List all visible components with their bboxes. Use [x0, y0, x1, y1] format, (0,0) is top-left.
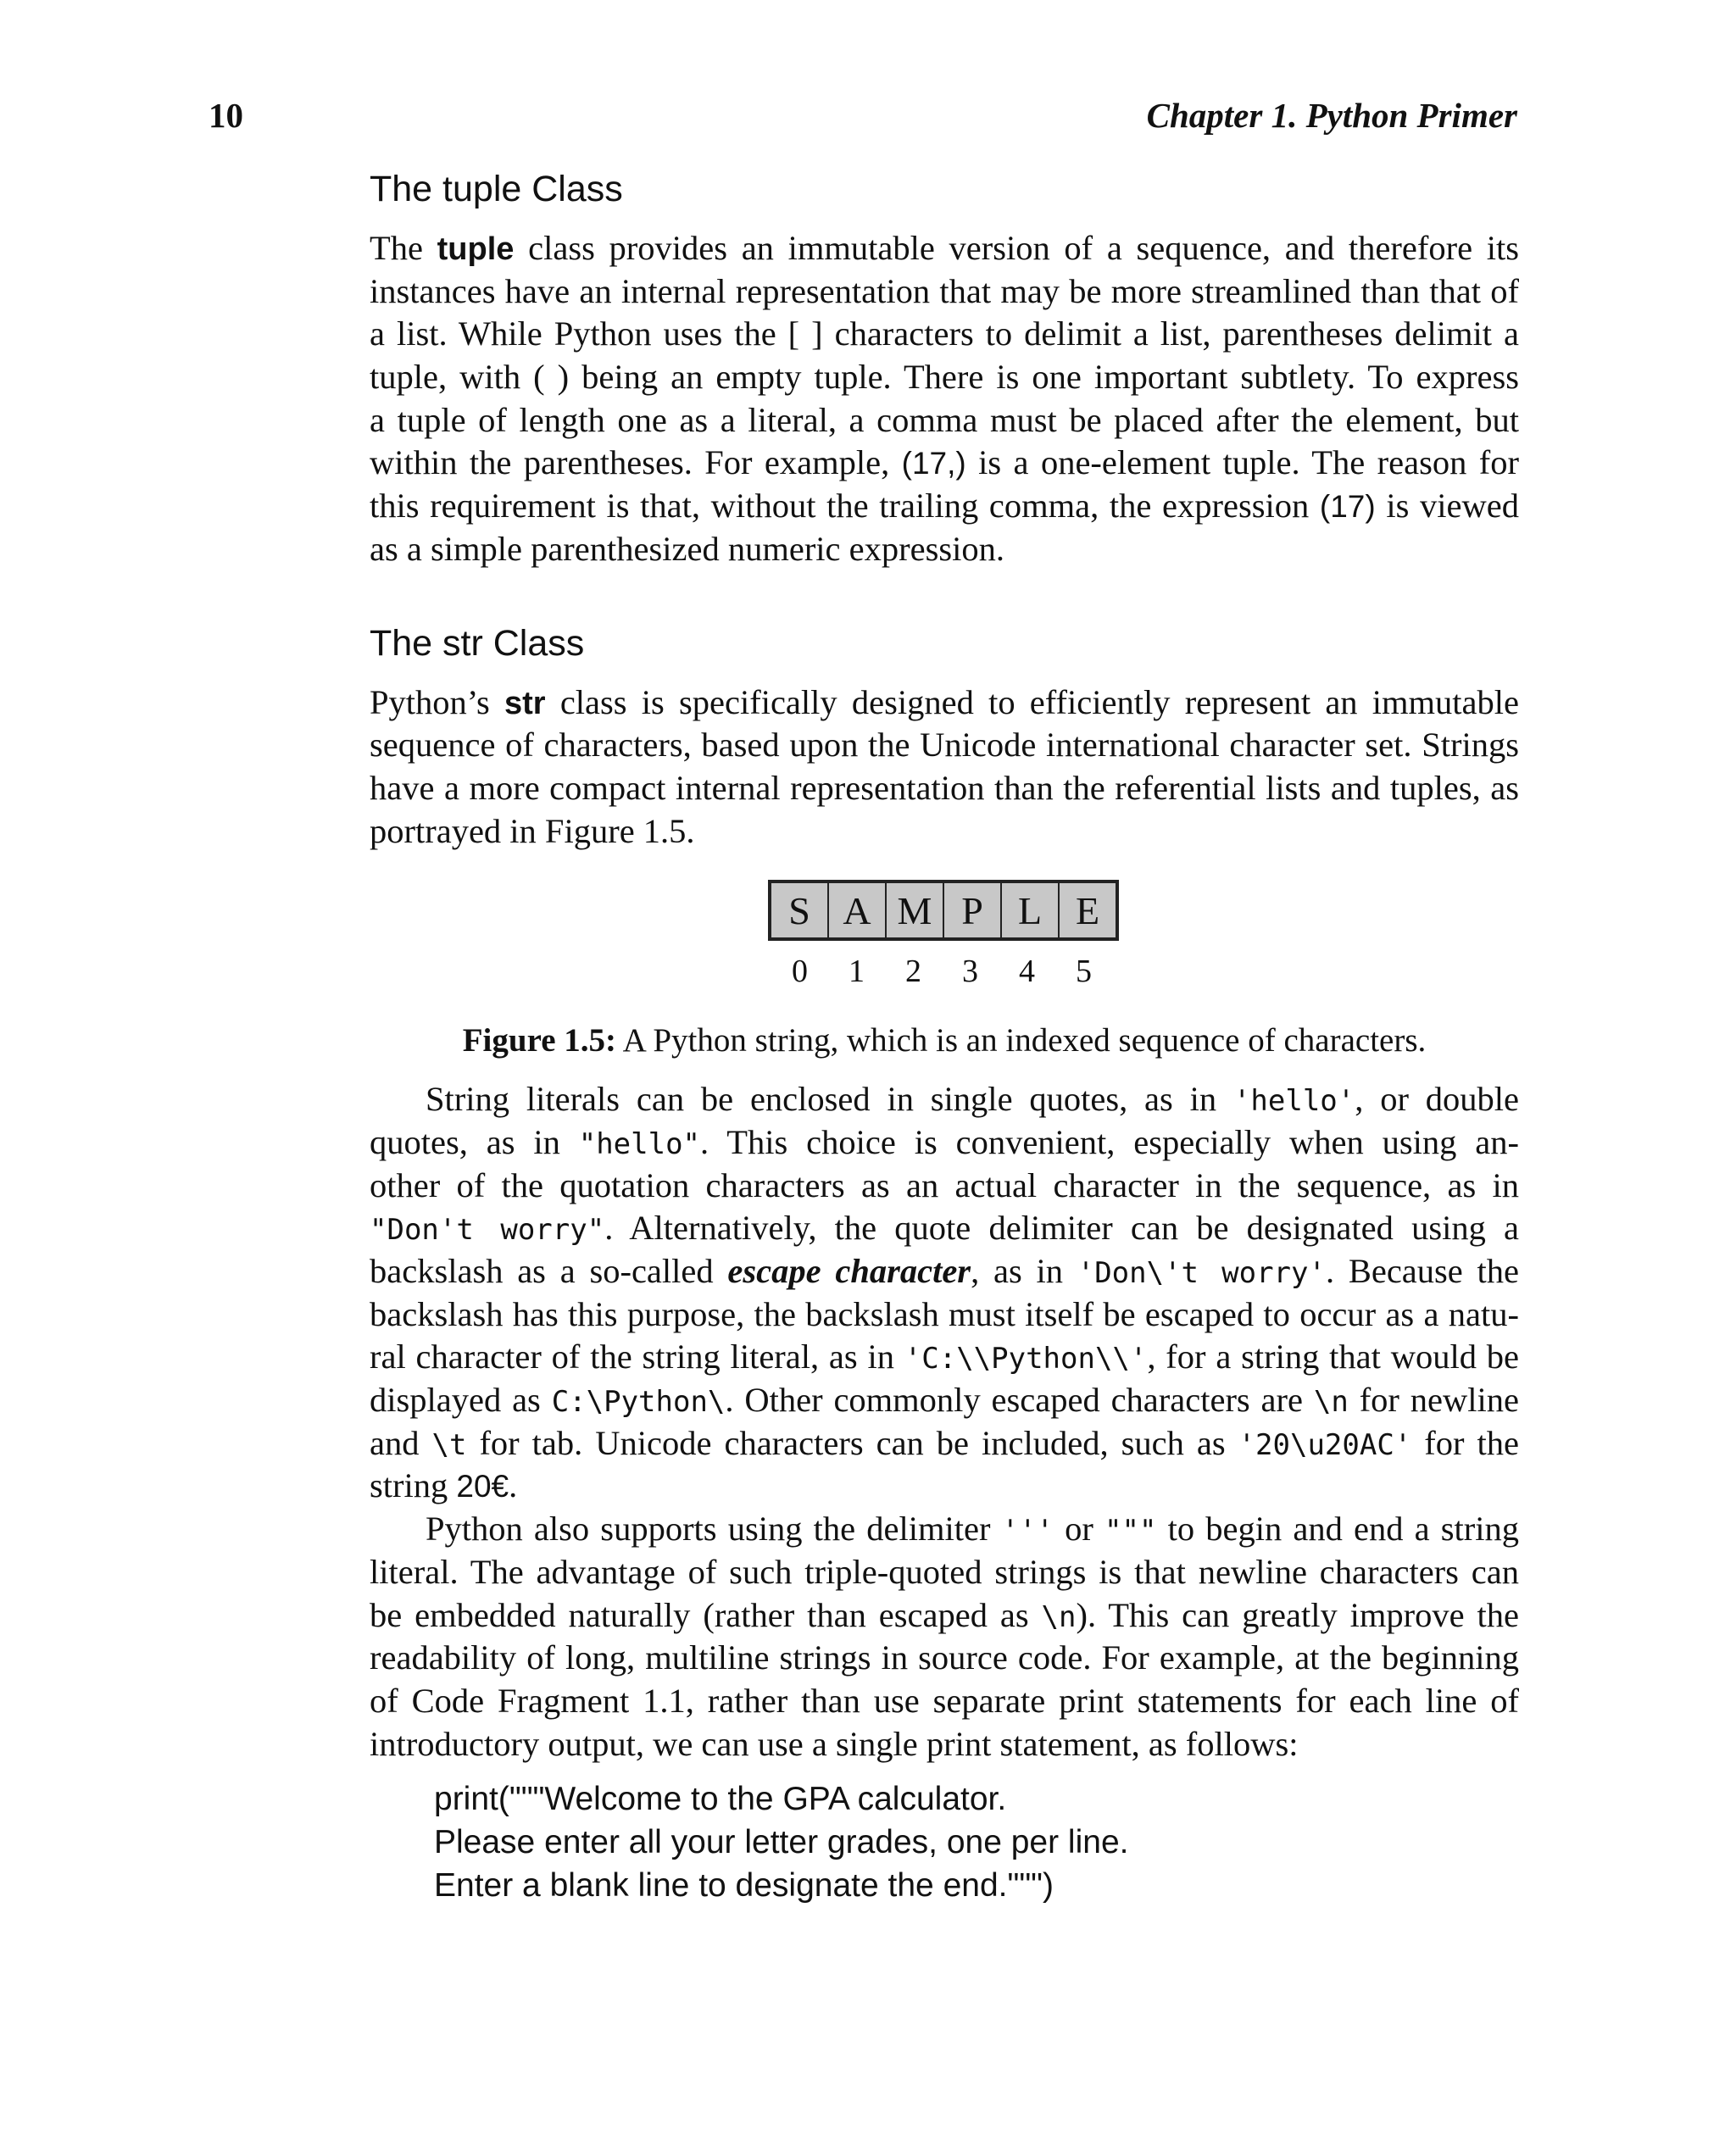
triple-quote-paragraph — [370, 1508, 1519, 1766]
emphasized-term: escape character — [727, 1252, 971, 1290]
inline-code: \t — [431, 1427, 467, 1462]
inline-code: ''' — [1001, 1514, 1054, 1549]
text-line: of Code Fragment 1.1, rather than use separate print statements for each line of — [370, 1681, 1519, 1720]
page-number: 10 — [209, 96, 243, 135]
text-line: "Don't worry". Alternatively, the quote delimiter can be designated using a — [370, 1209, 1520, 1248]
text-line: other of the quotation characters as an actual character in the sequence, as in — [370, 1165, 1519, 1204]
index-label: 4 — [1019, 954, 1035, 990]
page-header — [209, 95, 1517, 146]
figure-caption — [370, 1015, 1519, 1078]
string-literals-paragraph — [370, 1078, 1519, 1508]
text-line: Python also supports using the delimiter ''' or """ to begin and end a string — [426, 1510, 1519, 1549]
text-line: The tuple class provides an immutable version of a sequence, and therefore its — [370, 229, 1519, 267]
text-line: a list. While Python uses the [ ] characters to delimit a list, parentheses delimit a — [370, 314, 1519, 353]
text-line: backslash has this purpose, the backslash must itself be escaped to occur as a natu- — [370, 1294, 1519, 1333]
index-label: 3 — [962, 954, 978, 990]
character-cell: A — [829, 883, 887, 937]
character-cell: P — [944, 883, 1002, 937]
section-title-str: The str Class — [370, 622, 585, 664]
text-line: tuple, with ( ) being an empty tuple. There is one important subtlety. To express — [370, 358, 1519, 397]
inline-code: """ — [1104, 1514, 1157, 1549]
text-line: and \t for tab. Unicode characters can be included, such as '20\u20AC' for the — [370, 1423, 1519, 1462]
text-line: portrayed in Figure 1.5. — [370, 811, 695, 850]
text-line: ral character of the string literal, as in 'C:\\Python\\', for a string that would be — [370, 1337, 1519, 1376]
inline-code: 'Don\'t worry' — [1077, 1256, 1326, 1290]
page-body — [370, 161, 1519, 1907]
inline-code: "hello" — [578, 1126, 701, 1161]
string-index-figure — [370, 871, 1519, 1015]
text-line: readability of long, multiline strings in source code. For example, at the beginning — [370, 1638, 1519, 1677]
text-line: as a simple parenthesized numeric expression. — [370, 529, 1004, 568]
character-cell: E — [1075, 888, 1100, 932]
text-line: a tuple of length one as a literal, a comma must be placed after the element, but — [370, 400, 1519, 439]
index-label: 0 — [792, 954, 808, 990]
inline-term: tuple — [437, 231, 515, 267]
text-line: string 20€. — [370, 1466, 518, 1505]
text-line: quotes, as in "hello". This choice is convenient, especially when using an- — [370, 1122, 1519, 1161]
text-line: literal. The advantage of such triple-quoted strings is that newline characters can — [370, 1552, 1519, 1591]
code-block — [370, 1777, 1519, 1907]
character-cell: S — [771, 883, 829, 937]
caption-text: A Python string, which is an indexed sequence of characters. — [616, 1022, 1427, 1059]
inline-code: 'hello' — [1232, 1084, 1355, 1119]
inline-code: \n — [1313, 1385, 1349, 1420]
text-line: instances have an internal representation that may be more streamlined than that of — [370, 271, 1519, 310]
text-line: be embedded naturally (rather than escaped as \n). This can greatly improve the — [370, 1595, 1519, 1634]
text-line: have a more compact internal representation than the referential lists and tuples, as — [370, 768, 1519, 807]
index-labels — [771, 953, 1112, 990]
section-title-tuple: The tuple Class — [370, 169, 623, 209]
str-paragraph — [370, 681, 1519, 854]
text-line: within the parentheses. For example, (17,) is a one-element tuple. The reason for — [370, 443, 1519, 482]
inline-term: (17) — [1319, 489, 1376, 525]
text-line: introductory output, we can use a single print statement, as follows: — [370, 1724, 1299, 1763]
inline-term: 20€ — [456, 1469, 509, 1504]
inline-code: C:\Python\ — [551, 1385, 726, 1420]
code-line: Please enter all your letter grades, one per line. — [434, 1824, 1129, 1861]
inline-code: \n — [1041, 1599, 1077, 1634]
code-line: Enter a blank line to designate the end.""") — [434, 1867, 1054, 1905]
character-cells — [768, 880, 1119, 941]
text-line: displayed as C:\Python\. Other commonly escaped characters are \n for newline — [370, 1381, 1519, 1420]
text-line: String literals can be enclosed in single quotes, as in 'hello', or double — [426, 1080, 1519, 1119]
running-chapter-title: Chapter 1. Python Primer — [1146, 96, 1517, 135]
inline-term: (17,) — [901, 446, 966, 481]
caption-label: Figure 1.5: — [462, 1022, 616, 1059]
index-label: 5 — [1076, 954, 1092, 990]
inline-term: str — [504, 685, 546, 721]
character-cell: L — [1002, 883, 1060, 937]
text-line: sequence of characters, based upon the Unicode international character set. Strings — [370, 726, 1519, 765]
text-line: Python’s str class is specifically designed to efficiently represent an immutable — [370, 682, 1519, 721]
index-label: 2 — [905, 954, 921, 990]
text-line: this requirement is that, without the trailing comma, the expression (17) is viewed — [370, 487, 1519, 526]
code-line: print("""Welcome to the GPA calculator. — [434, 1781, 1007, 1818]
inline-code: 'C:\\Python\\' — [904, 1342, 1148, 1376]
inline-code: '20\u20AC' — [1238, 1427, 1412, 1462]
text-line: backslash as a so-called escape character, as in 'Don\'t worry'. Because the — [370, 1252, 1520, 1290]
inline-code: "Don't worry" — [370, 1213, 605, 1248]
index-label: 1 — [849, 954, 865, 990]
character-cell: M — [887, 883, 944, 937]
tuple-paragraph — [370, 227, 1519, 571]
